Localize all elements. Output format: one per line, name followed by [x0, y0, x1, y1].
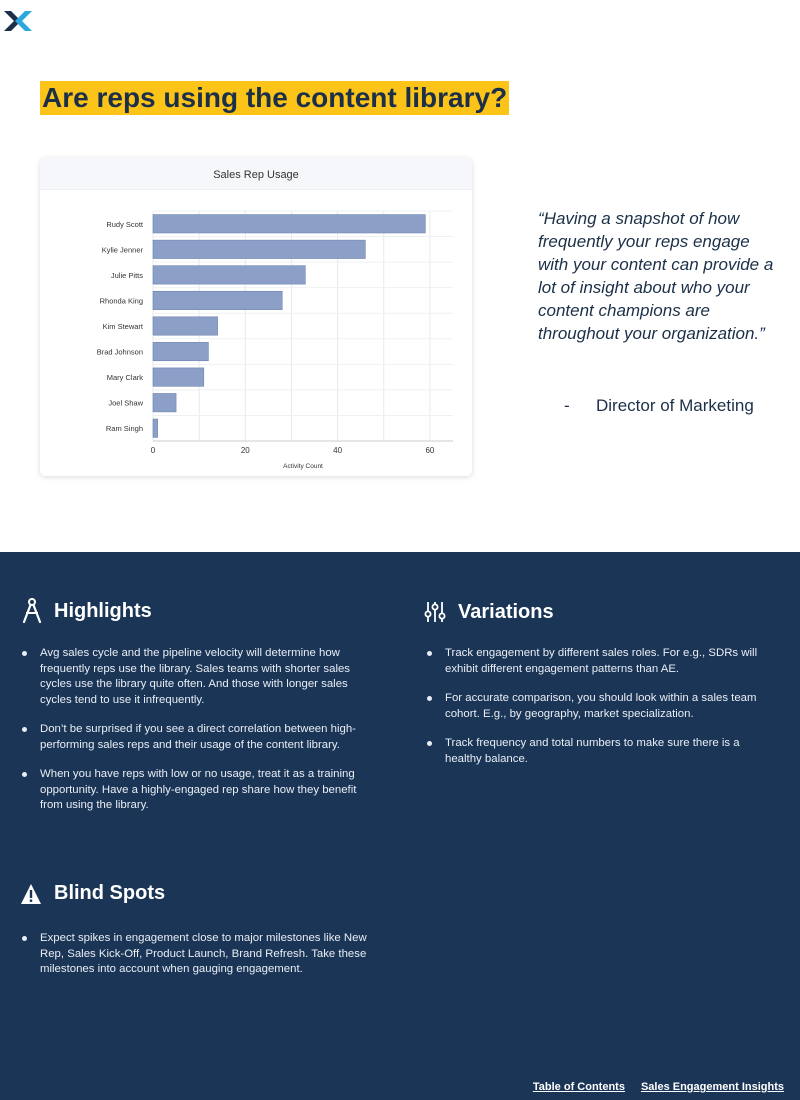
bar [153, 266, 305, 284]
attribution-dash: - [564, 396, 570, 415]
bar [153, 240, 365, 258]
blind-spots-list [22, 931, 367, 992]
category-label: Rudy Scott [106, 219, 143, 229]
company-logo-icon [4, 11, 32, 31]
bar [153, 215, 425, 233]
bar [153, 393, 176, 411]
category-label: Ram Singh [105, 424, 143, 434]
category-label: Brad Johnson [96, 347, 143, 357]
list-item: Track engagement by different sales roles. For e.g., SDRs will exhibit different engagement patterns than AE. [427, 646, 767, 677]
x-tick-label: 60 [425, 446, 435, 455]
warning-icon [20, 883, 42, 905]
sliders-icon [424, 600, 446, 624]
chart-plot [40, 158, 472, 476]
bar [153, 342, 208, 360]
variations-heading [424, 600, 554, 624]
highlights-list [22, 646, 367, 828]
quote-attribution [564, 396, 754, 416]
footer-nav [533, 1081, 784, 1093]
compass-icon [22, 598, 42, 624]
insights-section [0, 552, 800, 1100]
category-label: Mary Clark [106, 373, 143, 383]
variations-title: Variations [458, 600, 554, 623]
list-item: Don’t be surprised if you see a direct correlation between high-performing sales reps and their usage of the content library. [22, 722, 367, 753]
x-tick-label: 40 [333, 446, 343, 455]
x-tick-label: 0 [150, 446, 156, 455]
bar [153, 317, 218, 335]
list-item: Track frequency and total numbers to make sure there is a healthy balance. [427, 736, 767, 767]
category-label: Joel Shaw [108, 398, 143, 408]
page-title: Are reps using the content library? [42, 82, 508, 113]
blind-spots-title: Blind Spots [54, 882, 166, 904]
bar [153, 291, 282, 309]
category-label: Kylie Jenner [101, 245, 143, 255]
category-label: Rhonda King [99, 296, 143, 306]
category-label: Kim Stewart [102, 322, 143, 331]
table-of-contents-link[interactable]: Table of Contents [532, 1081, 625, 1093]
chart-title: Sales Rep Usage [40, 158, 472, 190]
list-item: When you have reps with low or no usage, treat it as a training opportunity. Have a highly-engaged rep share how they benefit from using the library. [22, 767, 367, 814]
sales-rep-usage-chart [40, 158, 472, 476]
bar [153, 419, 158, 437]
blind-spots-heading [20, 882, 165, 905]
list-item: For accurate comparison, you should look within a sales team cohort. E.g., by geography, market specialization. [427, 691, 767, 722]
section-link[interactable]: Sales Engagement Insights [640, 1081, 784, 1093]
variations-list [427, 646, 767, 781]
x-axis-label: Activity Count [283, 463, 323, 470]
list-item: Expect spikes in engagement close to major milestones like New Rep, Sales Kick-Off, Product Launch, Brand Refresh. Take these milestones into account when gauging engagement. [22, 931, 367, 978]
highlights-title: Highlights [54, 599, 152, 622]
attribution-role: Director of Marketing [596, 396, 754, 415]
category-label: Julie Pitts [110, 270, 143, 280]
highlights-heading [22, 598, 152, 624]
list-item: Avg sales cycle and the pipeline velocity will determine how frequently reps use the library. Sales teams with shorter sales cycles use the library quite often. And those with longer sales cycles tend to use it infrequently. [22, 646, 367, 708]
testimonial-quote: “Having a snapshot of how frequently your reps engage with your content can provide a lot of insight about who your content champions are throughout your organization.” [538, 209, 774, 343]
x-tick-label: 20 [240, 446, 250, 455]
bar [153, 368, 204, 386]
